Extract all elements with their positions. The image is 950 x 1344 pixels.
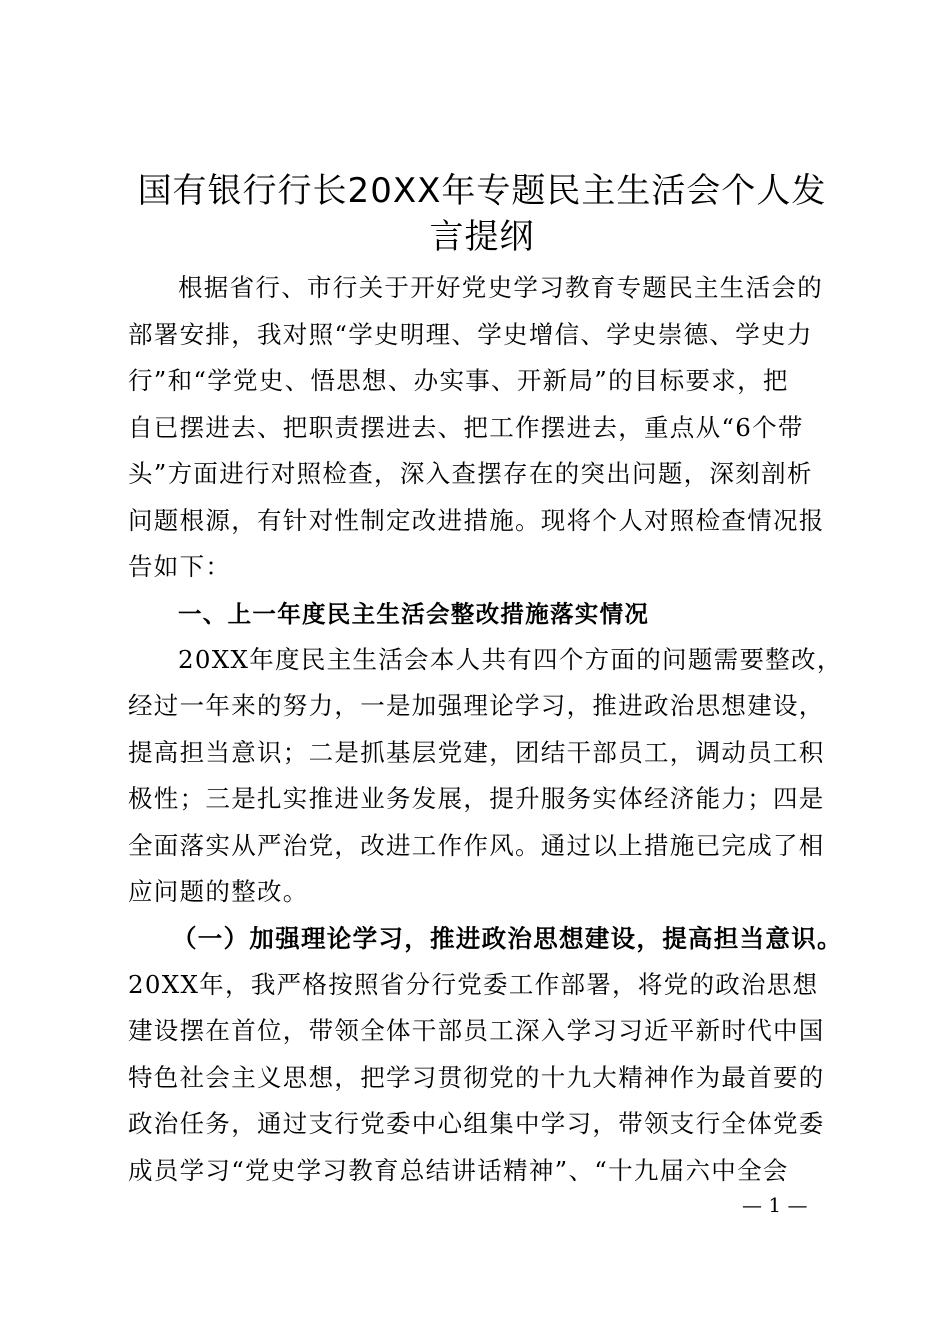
paragraph-3-line-1: 20XX年，我严格按照省分行党委工作部署，将党的政治思想 (128, 970, 819, 999)
paragraph-1-line-5: 头”方面进行对照检查，深入查摆存在的突出问题，深刻剖析 (128, 459, 813, 488)
document-title-line-1: 国有银行行长20XX年专题民主生活会个人发 (137, 171, 827, 211)
paragraph-1-line-3: 行”和“学党史、悟思想、办实事、开新局”的目标要求，把 (128, 366, 789, 395)
paragraph-2-line-2: 经过一年来的努力，一是加强理论学习，推进政治思想建设， (128, 691, 825, 720)
paragraph-3-line-3: 特色社会主义思想，把学习贯彻党的十九大精神作为最首要的 (128, 1063, 825, 1092)
paragraph-2-line-4: 极性；三是扎实推进业务发展，提升服务实体经济能力；四是 (128, 784, 825, 813)
paragraph-3-line-2: 建设摆在首位，带领全体干部员工深入学习习近平新时代中国 (128, 1016, 825, 1045)
paragraph-1-line-2: 部署安排，我对照“学史明理、学史增信、学史崇德、学史力 (128, 320, 813, 349)
section-heading-1: 一、上一年度民主生活会整改措施落实情况 (178, 600, 650, 628)
document-title-line-2: 言提纲 (429, 217, 535, 257)
paragraph-2-line-3: 提高担当意识；二是抓基层党建，团结干部员工，调动员工积 (128, 738, 825, 767)
paragraph-3-line-4: 政治任务，通过支行党委中心组集中学习，带领支行全体党委 (128, 1109, 825, 1138)
paragraph-3-line-5: 成员学习“党史学习教育总结讲话精神”、“十九届六中全会 (128, 1156, 789, 1185)
paragraph-1-line-7: 告如下： (128, 552, 232, 581)
paragraph-2-line-6: 应问题的整改。 (128, 877, 309, 906)
paragraph-1-line-4: 自已摆进去、把职责摆进去、把工作摆进去，重点从“6个带 (128, 413, 804, 442)
page-number: — 1 — (742, 1193, 808, 1217)
paragraph-1-line-6: 问题根源，有针对性制定改进措施。现将个人对照检查情况报 (128, 506, 825, 535)
sub-heading-1: （一）加强理论学习，推进政治思想建设，提高担当意识。 (172, 924, 843, 953)
paragraph-2-line-1: 20XX年度民主生活会本人共有四个方面的问题需要整改， (178, 645, 843, 674)
paragraph-2-line-5: 全面落实从严治党，改进工作作风。通过以上措施已完成了相 (128, 831, 825, 860)
paragraph-1-line-1: 根据省行、市行关于开好党史学习教育专题民主生活会的 (178, 273, 823, 302)
